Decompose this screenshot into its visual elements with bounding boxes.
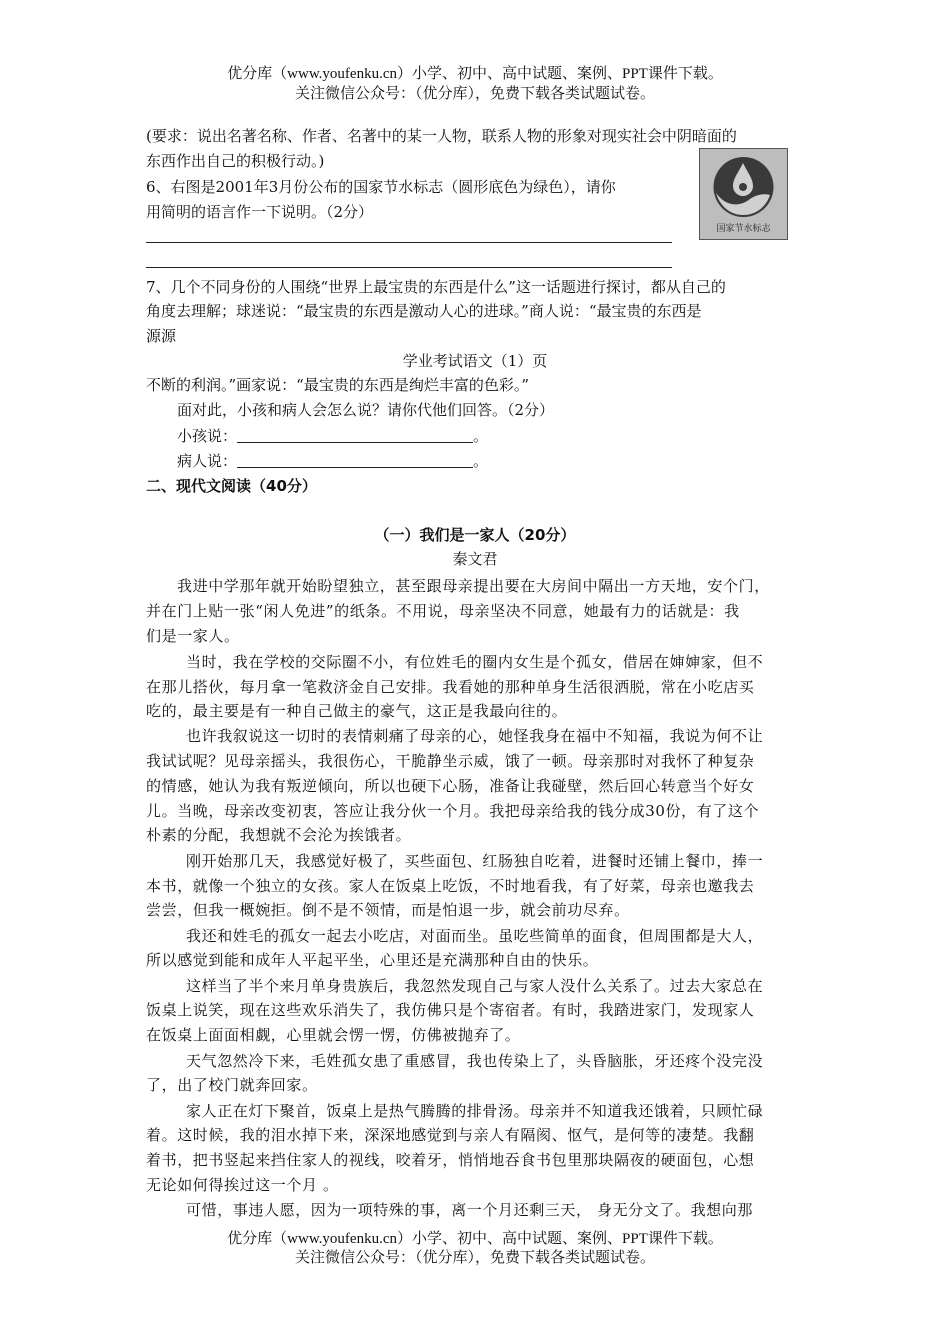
- article-line: 在那儿搭伙，每月拿一笔救济金自己安排。我看她的那种单身生活很洒脱，常在小吃店买: [146, 678, 755, 696]
- article-line: 了，出了校门就奔回家。: [146, 1076, 318, 1094]
- article-line: 朴素的分配，我想就不会沦为挨饿者。: [146, 826, 412, 844]
- q7-line-2: 角度去理解；球迷说：“最宝贵的东西是激动人心的进球。”商人说：“最宝贵的东西是: [146, 302, 702, 320]
- q6-line-2: 用简明的语言作一下说明。（2分）: [146, 203, 374, 221]
- page-label: 学业考试语文（1）页: [402, 352, 548, 370]
- article-line: 可惜，事违人愿，因为一项特殊的事，离一个月还剩三天， 身无分文了。我想向那: [186, 1201, 753, 1219]
- article-line: 我进中学那年就开始盼望独立，甚至跟母亲提出要在大房间中隔出一方天地，安个门，: [177, 577, 770, 595]
- article-line: 着书，把书竖起来挡住家人的视线，咬着牙，悄悄地吞食书包里那块隔夜的硬面包，心想: [146, 1151, 755, 1169]
- article-author: 秦文君: [452, 550, 498, 568]
- q5-requirement-line-1: (要求：说出名著名称、作者、名著中的某一人物，联系人物的形象对现实社会中阴暗面的: [146, 127, 737, 145]
- article-line: 当时，我在学校的交际圈不小，有位姓毛的圈内女生是个孤女，借居在婶婶家，但不: [186, 653, 764, 671]
- child-label: 小孩说：: [177, 427, 238, 445]
- patient-answer-row: [177, 450, 488, 472]
- article-line: 着。这时候，我的泪水掉下来，深深地感觉到与亲人有隔阂、怄气，是何等的凄楚。我翻: [146, 1126, 755, 1144]
- section-2-title: 二、现代文阅读（40分）: [146, 477, 317, 495]
- article-line: 并在门上贴一张“闲人免进”的纸条。不用说，母亲坚决不同意，她最有力的话就是：我: [146, 602, 740, 620]
- article-line: 也许我叙说这一切时的表情刺痛了母亲的心，她怪我身在福中不知福，我说为何不让: [186, 727, 764, 745]
- footer-line-2: 关注微信公众号：（优分库），免费下载各类试题试卷。: [294, 1250, 655, 1266]
- footer-line-1: 优分库（www.youfenku.cn）小学、初中、高中试题、案例、PPT课件下载。: [227, 1231, 723, 1247]
- child-answer-blank[interactable]: [237, 426, 473, 443]
- article-line: 本书，就像一个独立的女孩。家人在饭桌上吃饭，不时地看我，有了好菜，母亲也邀我去: [146, 877, 755, 895]
- article-line: 家人正在灯下聚首，饭桌上是热气腾腾的排骨汤。母亲并不知道我还饿着，只顾忙碌: [186, 1102, 764, 1120]
- header-line-2: 关注微信公众号：（优分库），免费下载各类试题试卷。: [294, 86, 655, 102]
- article-line: 我试试呢？见母亲摇头，我很伤心，干脆静坐示威，饿了一顿。母亲那时对我怀了种复杂: [146, 752, 755, 770]
- q6-answer-line-1: [146, 242, 672, 243]
- q5-requirement-line-2: 东西作出自己的积极行动。): [146, 152, 325, 170]
- q7-line-4: 不断的利润。”画家说：“最宝贵的东西是绚烂丰富的色彩。”: [146, 376, 530, 394]
- article-line: 的情感，她认为我有叛逆倾向，所以也硬下心肠，准备让我碰壁，然后回心转意当个好女: [146, 777, 755, 795]
- q6-line-1: 6、右图是2001年3月份公布的国家节水标志（圆形底色为绿色），请你: [146, 178, 616, 196]
- article-line: 饭桌上说笑，现在这些欢乐消失了，我仿佛只是个寄宿者。有时，我踏进家门，发现家人: [146, 1001, 755, 1019]
- article-line: 这样当了半个来月单身贵族后，我忽然发现自己与家人没什么关系了。过去大家总在: [186, 977, 764, 995]
- article-line: 儿。当晚，母亲改变初衷，答应让我分伙一个月。我把母亲给我的钱分成30份，有了这个: [146, 802, 760, 820]
- child-answer-row: [177, 425, 488, 447]
- header-line-1: 优分库（www.youfenku.cn）小学、初中、高中试题、案例、PPT课件下载。: [227, 66, 723, 82]
- article-title: （一）我们是一家人（20分）: [374, 526, 576, 544]
- article-line: 在饭桌上面面相觑，心里就会愣一愣，仿佛被抛弃了。: [146, 1026, 521, 1044]
- article-line: 尝尝，但我一概婉拒。倒不是不领情，而是怕退一步，就会前功尽弃。: [146, 901, 630, 919]
- q6-answer-line-2: [146, 267, 672, 268]
- article-line: 无论如何得挨过这一个月 。: [146, 1176, 339, 1194]
- article-line: 吃的，最主要是有一种自己做主的豪气，这正是我最向往的。: [146, 702, 568, 720]
- q7-line-3: 源源: [146, 327, 177, 345]
- q7-line-1: 7、几个不同身份的人围绕“世界上最宝贵的东西是什么”这一话题进行探讨，都从自己的: [146, 278, 726, 296]
- patient-label: 病人说：: [177, 452, 238, 470]
- article-line: 们是一家人。: [146, 627, 240, 645]
- q7-line-5: 面对此，小孩和病人会怎么说？请你代他们回答。（2分）: [177, 401, 555, 419]
- logo-caption: 国家节水标志: [716, 224, 771, 234]
- article-line: 我还和姓毛的孤女一起去小吃店，对面而坐。虽吃些简单的面食，但周围都是大人，: [186, 927, 764, 945]
- patient-period: 。: [473, 452, 489, 470]
- child-period: 。: [473, 427, 489, 445]
- article-line: 所以感觉到能和成年人平起平坐，心里还是充满那种自由的快乐。: [146, 951, 599, 969]
- patient-answer-blank[interactable]: [237, 451, 473, 468]
- water-saving-logo: [699, 148, 788, 240]
- article-line: 刚开始那几天，我感觉好极了，买些面包、红肠独自吃着，进餐时还铺上餐巾，捧一: [186, 852, 764, 870]
- article-line: 天气忽然冷下来，毛姓孤女患了重感冒，我也传染上了，头昏脑胀，牙还疼个没完没: [186, 1052, 764, 1070]
